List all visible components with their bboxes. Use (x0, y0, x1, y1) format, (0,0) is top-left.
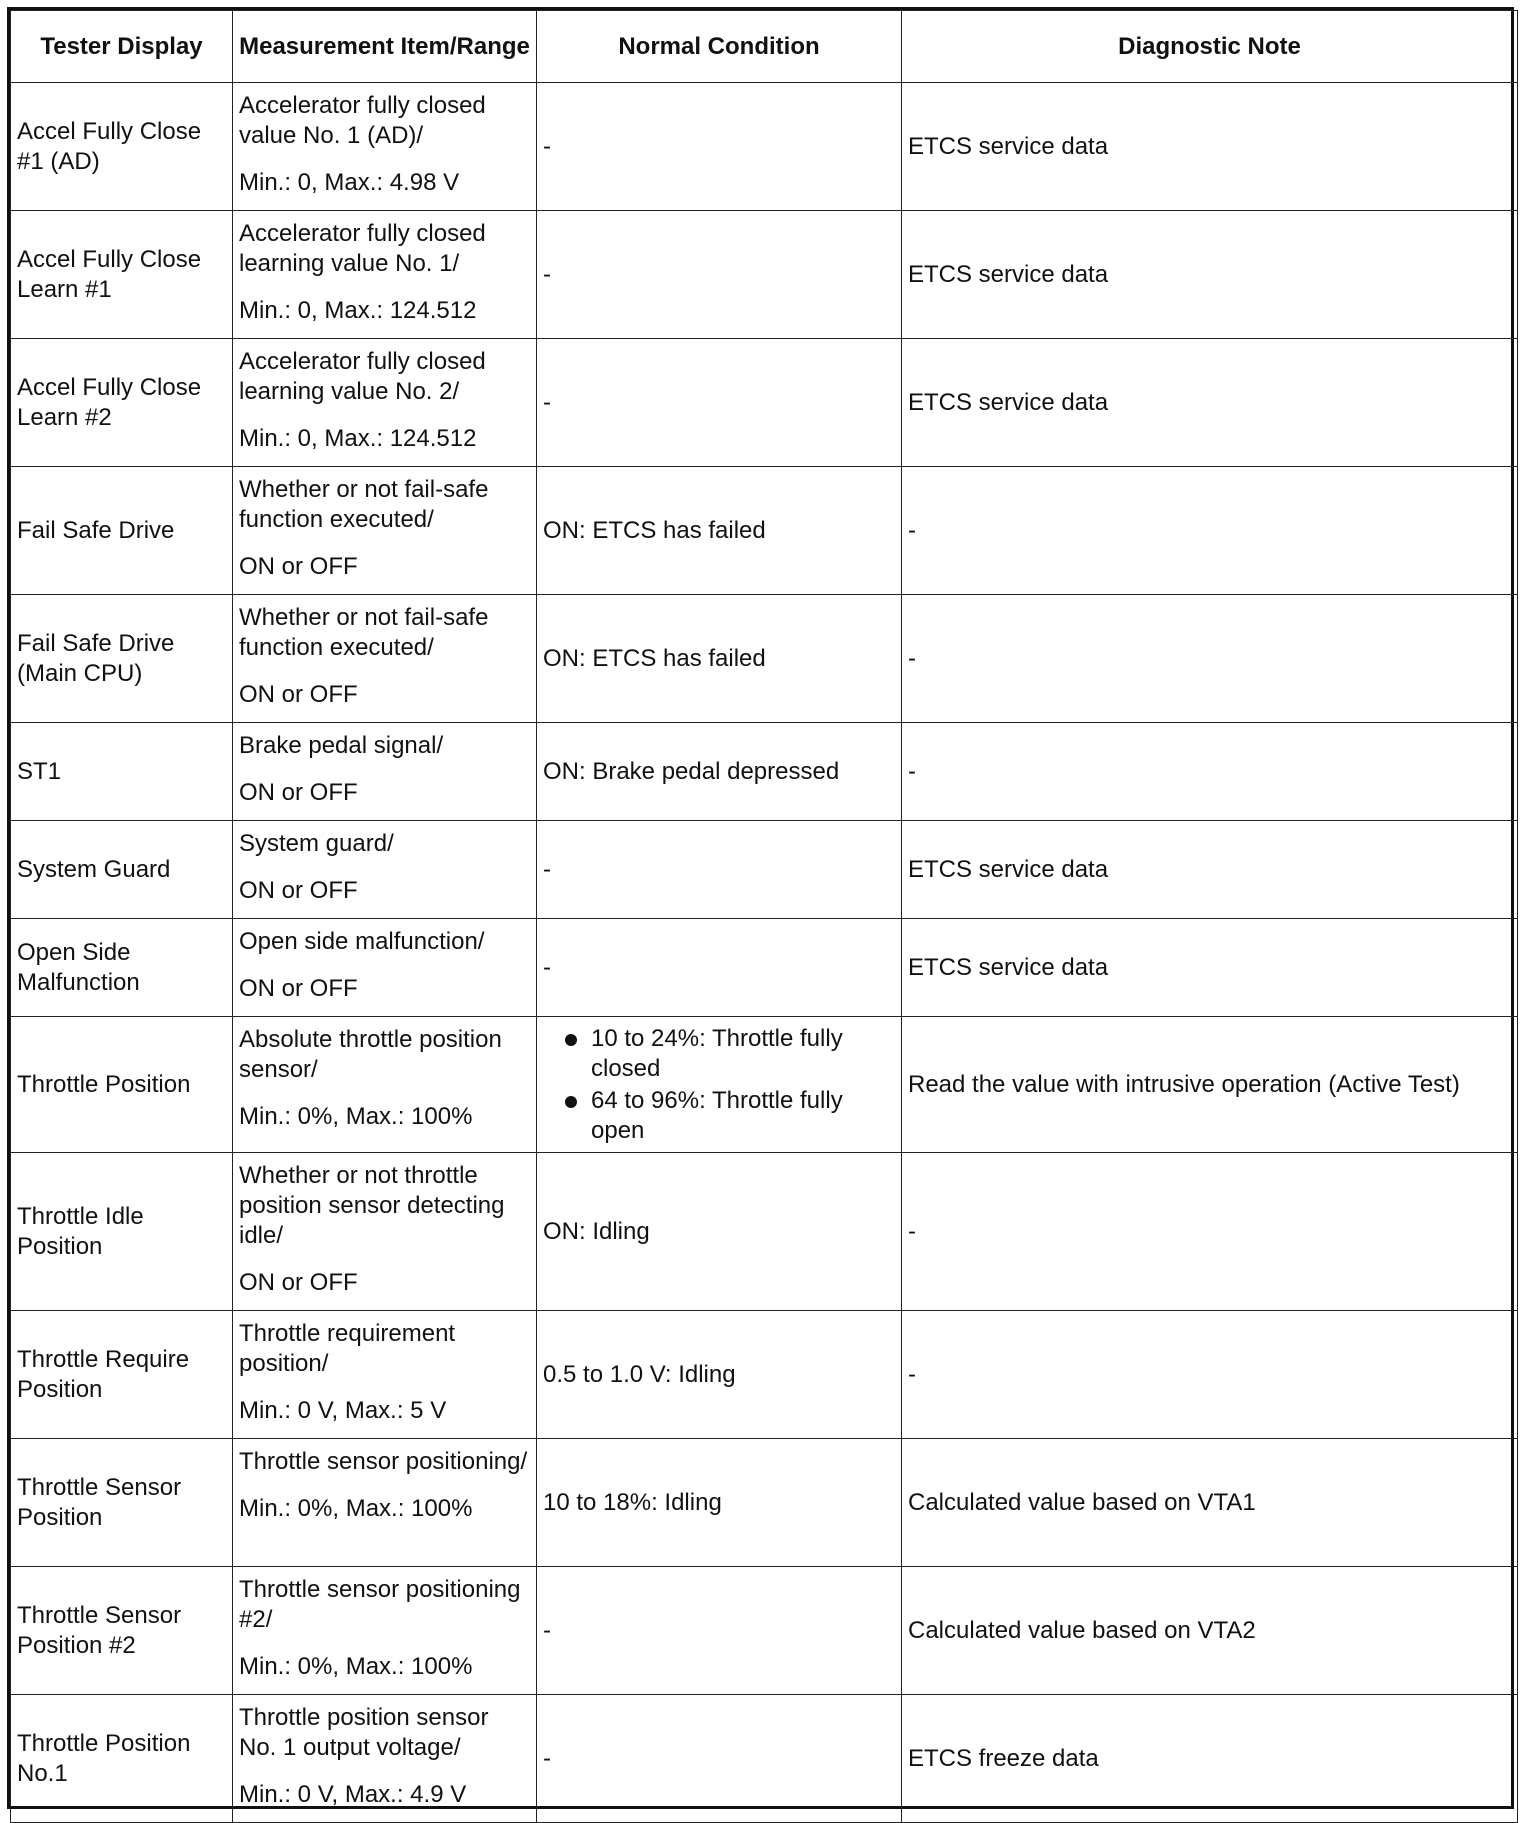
data-list-table (10, 10, 1518, 1823)
measurement-range: Min.: 0 V, Max.: 5 V (239, 1397, 447, 1424)
tester-display-cell: Throttle Require Position (11, 1311, 233, 1439)
header-measurement: Measurement Item/Range (233, 11, 537, 83)
measurement-item: Brake pedal signal/ (239, 732, 444, 759)
normal-condition-cell: - (537, 1567, 902, 1695)
measurement-cell (233, 467, 537, 595)
tester-display-cell: Open Side Malfunction (11, 919, 233, 1017)
header-diagnostic-note: Diagnostic Note (902, 11, 1518, 83)
measurement-cell (233, 595, 537, 723)
data-list-table-frame (7, 7, 1514, 1809)
normal-condition-cell: - (537, 339, 902, 467)
table-row (11, 1311, 1518, 1439)
normal-condition-cell (537, 1017, 902, 1153)
diagnostic-note-cell: ETCS service data (902, 211, 1518, 339)
table-body (11, 83, 1518, 1823)
measurement-item: Whether or not fail-safe function executed/ (239, 476, 489, 533)
table-row (11, 595, 1518, 723)
table-row (11, 1153, 1518, 1311)
table-row (11, 1567, 1518, 1695)
measurement-item: Throttle sensor positioning/ (239, 1448, 528, 1475)
measurement-range: Min.: 0, Max.: 4.98 V (239, 169, 460, 196)
measurement-cell (233, 1311, 537, 1439)
measurement-cell (233, 339, 537, 467)
measurement-range: ON or OFF (239, 975, 358, 1002)
bullet-icon (565, 1096, 577, 1108)
measurement-item: Whether or not throttle position sensor detecting idle/ (239, 1162, 505, 1249)
normal-condition-cell: - (537, 821, 902, 919)
diagnostic-note-cell: Calculated value based on VTA2 (902, 1567, 1518, 1695)
condition-list (543, 1024, 895, 1146)
normal-condition-cell: ON: ETCS has failed (537, 595, 902, 723)
measurement-range: Min.: 0, Max.: 124.512 (239, 425, 477, 452)
tester-display-cell: ST1 (11, 723, 233, 821)
tester-display-cell: Throttle Position (11, 1017, 233, 1153)
measurement-item: Whether or not fail-safe function executed/ (239, 604, 489, 661)
condition-text: 64 to 96%: Throttle fully open (591, 1086, 843, 1144)
measurement-range: Min.: 0, Max.: 124.512 (239, 297, 477, 324)
table-row (11, 1439, 1518, 1567)
diagnostic-note-cell: ETCS freeze data (902, 1695, 1518, 1823)
normal-condition-cell: 10 to 18%: Idling (537, 1439, 902, 1567)
measurement-item: Accelerator fully closed learning value No. 2/ (239, 348, 486, 405)
table-row (11, 1695, 1518, 1823)
tester-display-cell: Accel Fully Close #1 (AD) (11, 83, 233, 211)
measurement-cell (233, 211, 537, 339)
normal-condition-cell: - (537, 1695, 902, 1823)
measurement-cell (233, 821, 537, 919)
diagnostic-note-cell: - (902, 1311, 1518, 1439)
measurement-item: Throttle requirement position/ (239, 1320, 456, 1377)
diagnostic-note-cell: Calculated value based on VTA1 (902, 1439, 1518, 1567)
table-row (11, 919, 1518, 1017)
table-row (11, 339, 1518, 467)
measurement-cell (233, 723, 537, 821)
normal-condition-cell: 0.5 to 1.0 V: Idling (537, 1311, 902, 1439)
measurement-range: Min.: 0%, Max.: 100% (239, 1495, 473, 1522)
normal-condition-cell: ON: ETCS has failed (537, 467, 902, 595)
diagnostic-note-cell: - (902, 1153, 1518, 1311)
diagnostic-note-cell: ETCS service data (902, 83, 1518, 211)
tester-display-cell: System Guard (11, 821, 233, 919)
measurement-item: Throttle position sensor No. 1 output voltage/ (239, 1704, 489, 1761)
table-row (11, 83, 1518, 211)
diagnostic-note-cell: - (902, 467, 1518, 595)
measurement-item: Open side malfunction/ (239, 928, 485, 955)
diagnostic-note-cell: - (902, 595, 1518, 723)
diagnostic-note-cell: - (902, 723, 1518, 821)
measurement-cell (233, 919, 537, 1017)
condition-text: 10 to 24%: Throttle fully closed (591, 1024, 843, 1082)
normal-condition-cell: ON: Idling (537, 1153, 902, 1311)
table-row (11, 211, 1518, 339)
tester-display-cell: Throttle Sensor Position (11, 1439, 233, 1567)
measurement-cell (233, 1017, 537, 1153)
tester-display-cell: Fail Safe Drive (11, 467, 233, 595)
tester-display-cell: Accel Fully Close Learn #1 (11, 211, 233, 339)
measurement-range: Min.: 0%, Max.: 100% (239, 1653, 473, 1680)
diagnostic-note-cell: ETCS service data (902, 339, 1518, 467)
bullet-icon (565, 1034, 577, 1046)
diagnostic-note-cell: ETCS service data (902, 821, 1518, 919)
diagnostic-note-cell: Read the value with intrusive operation (Active Test) (902, 1017, 1518, 1153)
measurement-range: Min.: 0 V, Max.: 4.9 V (239, 1781, 467, 1808)
table-row (11, 821, 1518, 919)
measurement-cell (233, 83, 537, 211)
measurement-range: ON or OFF (239, 877, 358, 904)
header-row (11, 11, 1518, 83)
condition-list-item (543, 1024, 895, 1084)
measurement-cell (233, 1695, 537, 1823)
normal-condition-cell: - (537, 211, 902, 339)
measurement-cell (233, 1153, 537, 1311)
measurement-range: Min.: 0%, Max.: 100% (239, 1103, 473, 1130)
tester-display-cell: Throttle Position No.1 (11, 1695, 233, 1823)
normal-condition-cell: - (537, 919, 902, 1017)
normal-condition-cell: - (537, 83, 902, 211)
measurement-item: Accelerator fully closed learning value No. 1/ (239, 220, 486, 277)
header-tester-display: Tester Display (11, 11, 233, 83)
measurement-range: ON or OFF (239, 553, 358, 580)
measurement-cell (233, 1439, 537, 1567)
table-row (11, 1017, 1518, 1153)
tester-display-cell: Throttle Idle Position (11, 1153, 233, 1311)
measurement-range: ON or OFF (239, 779, 358, 806)
measurement-range: ON or OFF (239, 1269, 358, 1296)
diagnostic-note-cell: ETCS service data (902, 919, 1518, 1017)
measurement-item: Throttle sensor positioning #2/ (239, 1576, 521, 1633)
tester-display-cell: Accel Fully Close Learn #2 (11, 339, 233, 467)
tester-display-cell: Throttle Sensor Position #2 (11, 1567, 233, 1695)
table-row (11, 467, 1518, 595)
normal-condition-cell: ON: Brake pedal depressed (537, 723, 902, 821)
tester-display-cell: Fail Safe Drive (Main CPU) (11, 595, 233, 723)
measurement-range: ON or OFF (239, 681, 358, 708)
measurement-item: Accelerator fully closed value No. 1 (AD)/ (239, 92, 486, 149)
measurement-cell (233, 1567, 537, 1695)
measurement-item: Absolute throttle position sensor/ (239, 1026, 502, 1083)
table-row (11, 723, 1518, 821)
header-normal-condition: Normal Condition (537, 11, 902, 83)
measurement-item: System guard/ (239, 830, 394, 857)
condition-list-item (543, 1086, 895, 1146)
